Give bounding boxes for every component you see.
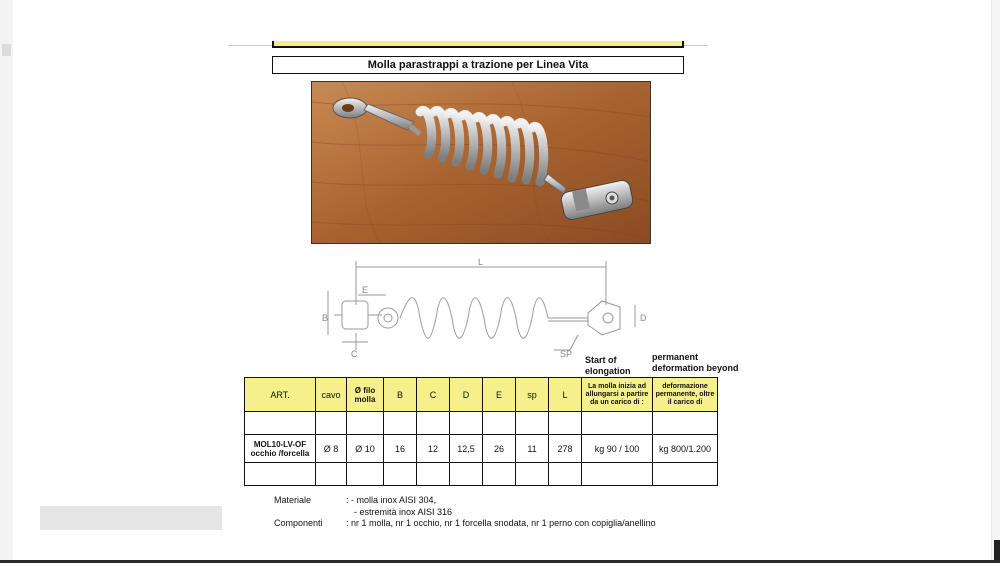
- col-d: D: [450, 378, 483, 412]
- resize-handle[interactable]: [994, 540, 1000, 560]
- dim-C-label: C: [351, 349, 358, 359]
- cell-sp: 11: [516, 435, 549, 463]
- scroll-thumb[interactable]: [2, 44, 11, 56]
- materiale-value: : - molla inox AISI 304, - estremità inox AISI 316: [346, 495, 453, 517]
- col-filo: Ø filo molla: [347, 378, 384, 412]
- dim-D-label: D: [640, 313, 647, 323]
- cell-e: 26: [483, 435, 516, 463]
- cell-art: MOL10-LV-OF occhio /forcella: [245, 435, 316, 463]
- cell-d: 12,5: [450, 435, 483, 463]
- componenti-label: Componenti: [274, 518, 323, 528]
- cell-inizio: kg 90 / 100: [582, 435, 653, 463]
- table-spacer-row: [245, 412, 718, 435]
- table-header-row: [245, 378, 718, 412]
- col-b: B: [384, 378, 417, 412]
- document-title: Molla parastrappi a trazione per Linea Vita: [272, 56, 684, 74]
- gray-placeholder-block: [40, 506, 222, 530]
- note-start-elongation: Start of elongation: [585, 355, 631, 376]
- col-l: L: [549, 378, 582, 412]
- materiale-label: Materiale: [274, 495, 312, 505]
- left-viewer-edge: [0, 0, 13, 563]
- note-permanent-deformation: permanent deformation beyond: [652, 352, 739, 373]
- componenti-value: : nr 1 molla, nr 1 occhio, nr 1 forcella snodata, nr 1 perno con copiglia/anellino: [346, 518, 656, 528]
- dim-E-label: E: [362, 285, 369, 295]
- col-deform: deformazione permanente, oltre il carico di: [653, 378, 718, 412]
- cell-filo: Ø 10: [347, 435, 384, 463]
- col-sp: sp: [516, 378, 549, 412]
- dim-B-label: B: [322, 313, 329, 323]
- product-photo: [311, 81, 651, 244]
- cell-b: 16: [384, 435, 417, 463]
- table-row: [245, 435, 718, 463]
- col-e: E: [483, 378, 516, 412]
- dim-L-label: L: [478, 257, 484, 267]
- cell-cavo: Ø 8: [316, 435, 347, 463]
- dim-sp-label: SP: [560, 349, 573, 359]
- cell-deform: kg 800/1.200: [653, 435, 718, 463]
- col-art: ART.: [245, 378, 316, 412]
- col-inizio: La molla inizia ad allungarsi a partire da un carico di :: [582, 378, 653, 412]
- col-cavo: cavo: [316, 378, 347, 412]
- spec-table: [244, 377, 718, 486]
- col-c: C: [417, 378, 450, 412]
- right-viewer-edge: [991, 0, 1000, 563]
- previous-table-edge: [272, 41, 684, 48]
- technical-drawing: [320, 255, 660, 360]
- table-spacer-row: [245, 463, 718, 486]
- cell-l: 278: [549, 435, 582, 463]
- cell-c: 12: [417, 435, 450, 463]
